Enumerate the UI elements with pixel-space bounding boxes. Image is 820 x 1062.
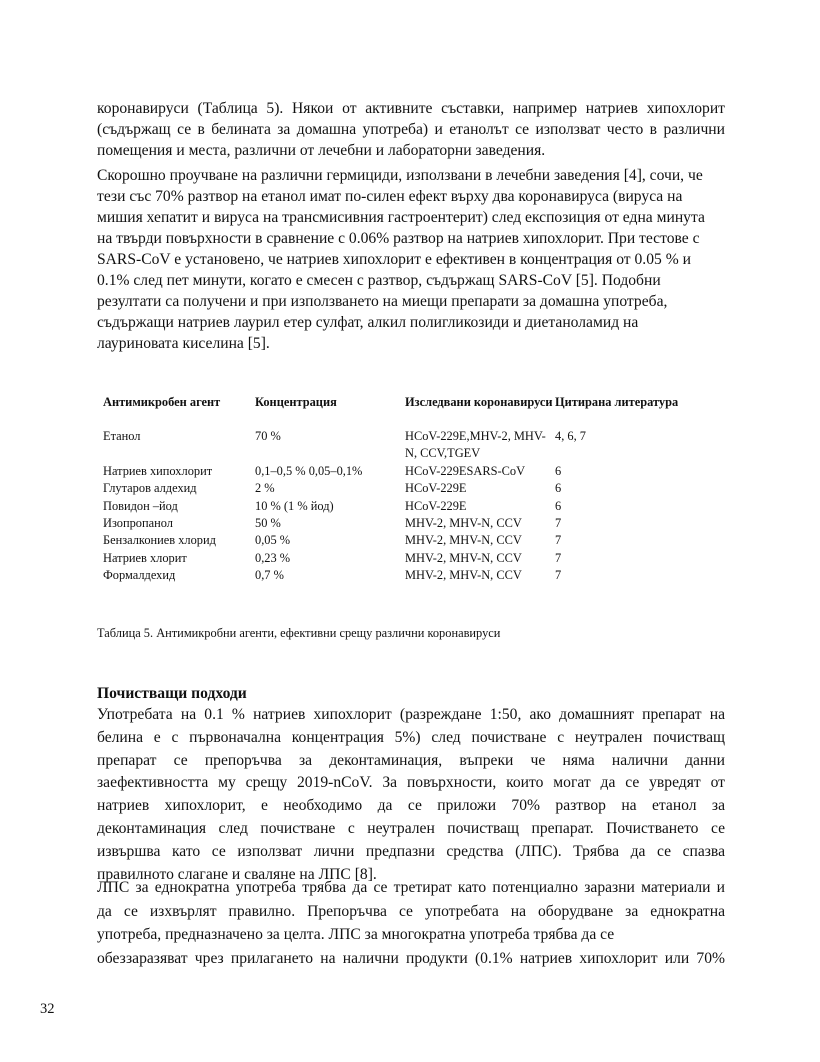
text-line: мишия хепатит и вируса на трансмисивния гастроентерит) след експозиция от една минута bbox=[97, 209, 705, 226]
cell-references: 7 bbox=[555, 568, 562, 583]
cell-references: 6 bbox=[555, 481, 562, 496]
paragraph-cleaning bbox=[97, 704, 725, 886]
cell-viruses: HCoV-229E bbox=[405, 481, 467, 496]
table-row bbox=[100, 463, 705, 480]
text-line: употреба, предназначено за целта. ЛПС за многократна употреба трябва да се bbox=[97, 926, 615, 944]
text-line: натриев хипохлорит, е необходимо да се приложи 70% разтвор на етанол за bbox=[97, 797, 725, 815]
text-line: препарат се препоръчва за деконтаминация, въпреки че няма налични данни bbox=[97, 751, 725, 769]
antimicrobial-table bbox=[100, 392, 705, 585]
cell-references: 7 bbox=[555, 533, 562, 548]
text-line: на твърди повърхности в сравнение с 0.06% разтвор на натриев хипохлорит. При тестове с bbox=[97, 230, 700, 247]
section-heading: Почистващи подходи bbox=[97, 685, 247, 702]
cell-concentration: 70 % bbox=[255, 429, 281, 443]
cell-viruses: MHV-2, MHV-N, CCV bbox=[405, 516, 522, 531]
text-line: обеззаразяват чрез прилагането на налични продукти (0.1% натриев хипохлорит или 70% bbox=[97, 949, 725, 967]
cell-viruses: HCoV-229ESARS-CoV bbox=[405, 463, 526, 478]
cell-viruses: MHV-2, MHV-N, CCV bbox=[405, 568, 522, 583]
text-line: съдържащи натриев лаурил етер сулфат, алкил полигликозиди и диетаноламид на bbox=[97, 314, 639, 331]
cell-concentration: 0,23 % bbox=[255, 550, 291, 565]
cell-agent: Повидон –йод bbox=[103, 498, 178, 513]
cell-references: 7 bbox=[555, 516, 562, 531]
cell-viruses: MHV-2, MHV-N, CCV bbox=[405, 533, 522, 548]
text-line: SARS-CoV е установено, че натриев хипохлорит е ефективен в концентрация от 0.05 % и bbox=[97, 251, 691, 268]
cell-references: 7 bbox=[555, 550, 562, 565]
cell-agent: Изопропанол bbox=[103, 516, 173, 531]
text-line: помещения и места, различни от лечебни и лабораторни заведения. bbox=[97, 142, 546, 159]
cell-concentration: 10 % (1 % йод) bbox=[255, 498, 334, 513]
table-row bbox=[100, 550, 705, 567]
cell-viruses: HCoV-229E,MHV-2, MHV-N, CCV,TGEV bbox=[405, 429, 546, 461]
text-line: да се изхвърлят правилно. Препоръчва се употребата на оборудване за еднократна bbox=[97, 902, 725, 920]
text-line: Скорошно проучване на различни гермициди, използвани в лечебни заведения [4], сочи, че bbox=[97, 167, 703, 184]
table-row bbox=[100, 498, 705, 515]
table-row bbox=[100, 515, 705, 532]
cell-agent: Натриев хлорит bbox=[103, 550, 187, 565]
text-line: извършва като се използват лични предпазни средства (ЛПС). Трябва да се спазва bbox=[97, 842, 725, 860]
cell-concentration: 2 % bbox=[255, 481, 275, 496]
paragraph-ppe bbox=[97, 876, 725, 970]
column-header-agent: Антимикробен агент bbox=[103, 395, 221, 409]
table-header-row bbox=[100, 392, 705, 428]
paragraph-intro bbox=[97, 98, 725, 161]
text-line: заефективността му срещу 2019-nCoV. За повърхности, които могат да се увредят от bbox=[97, 774, 725, 792]
text-line: лауриновата киселина [5]. bbox=[97, 335, 270, 352]
text-line: тези със 70% разтвор на етанол имат по-силен ефект върху два коронавируса (вируса на bbox=[97, 188, 683, 205]
column-header-concentration: Концентрация bbox=[255, 395, 337, 409]
text-line: деконтаминация след почистване с неутрален почистващ препарат. Почистването се bbox=[97, 819, 725, 837]
text-line: 0.1% след пет минути, когато е смесен с разтвор, съдържащ SARS-CoV [5]. Подобни bbox=[97, 272, 661, 289]
table-row bbox=[100, 567, 705, 584]
table-row bbox=[100, 480, 705, 497]
text-line: правилното слагане и сваляне на ЛПС [8]. bbox=[97, 865, 377, 883]
cell-viruses: HCoV-229E bbox=[405, 498, 467, 513]
table-row bbox=[100, 428, 705, 463]
text-line: коронавируси (Таблица 5). Някои от активните съставки, например натриев хипохлорит bbox=[97, 100, 725, 117]
cell-agent: Глутаров алдехид bbox=[103, 481, 197, 496]
column-header-references: Цитирана литература bbox=[555, 395, 679, 409]
cell-concentration: 0,7 % bbox=[255, 568, 284, 583]
text-line: белина е с първоначална концентрация 5%) след почистване с неутрален почистващ bbox=[97, 728, 725, 746]
cell-viruses: MHV-2, MHV-N, CCV bbox=[405, 550, 522, 565]
cell-concentration: 50 % bbox=[255, 516, 281, 531]
column-header-viruses: Изследвани коронавируси bbox=[405, 395, 553, 409]
cell-references: 6 bbox=[555, 463, 562, 478]
table-row bbox=[100, 532, 705, 549]
text-line: Употребата на 0.1 % натриев хипохлорит (разреждане 1:50, ако домашният препарат на bbox=[97, 706, 725, 723]
cell-references: 6 bbox=[555, 498, 562, 513]
page-number: 32 bbox=[40, 1001, 55, 1017]
table-caption: Таблица 5. Антимикробни агенти, ефективни срещу различни коронавируси bbox=[97, 626, 501, 640]
cell-concentration: 0,1–0,5 % 0,05–0,1% bbox=[255, 463, 363, 478]
cell-agent: Формалдехид bbox=[103, 568, 176, 583]
text-line: резултати са получени и при използването на миещи препарати за домашна употреба, bbox=[97, 293, 668, 310]
cell-agent: Натриев хипохлорит bbox=[103, 463, 213, 478]
cell-references: 4, 6, 7 bbox=[555, 429, 586, 443]
cell-agent: Етанол bbox=[103, 429, 141, 443]
cell-agent: Бензалкониев хлорид bbox=[103, 533, 216, 548]
text-line: (съдържащ се в белината за домашна употреба) и етанолът се използват често в различни bbox=[97, 121, 725, 138]
paragraph-study bbox=[97, 165, 725, 354]
text-line: ЛПС за еднократна употреба трябва да се третират като потенциално заразни материали и bbox=[97, 879, 725, 896]
cell-concentration: 0,05 % bbox=[255, 533, 291, 548]
